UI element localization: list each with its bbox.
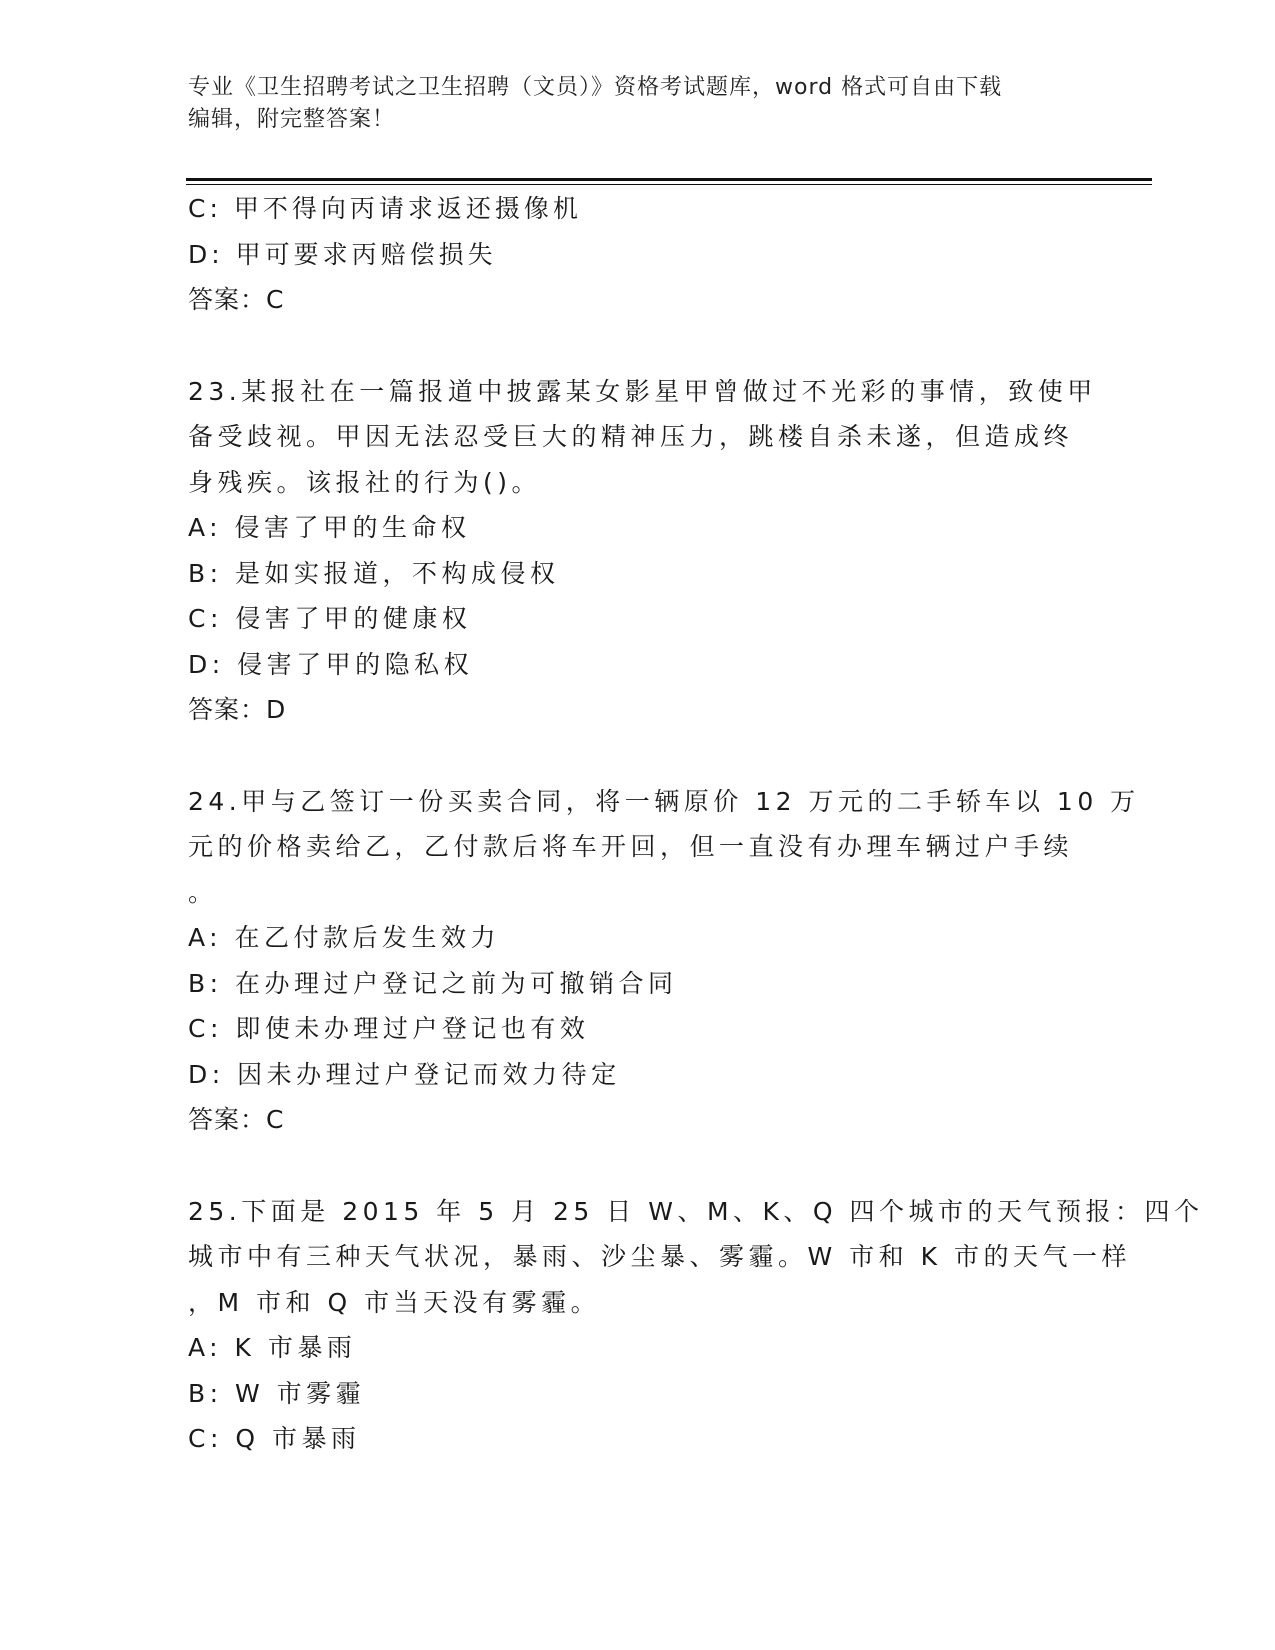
option-a: A: 在乙付款后发生效力: [188, 923, 501, 952]
question-24: [188, 779, 1140, 1143]
question-text-line: 23.某报社在一篇报道中披露某女影星甲曾做过不光彩的事情，致使甲: [188, 376, 1097, 406]
spacer: [188, 323, 1088, 369]
option-b: B: W 市雾霾: [188, 1378, 366, 1408]
question-text-line: 元的价格卖给乙，乙付款后将车开回，但一直没有办理车辆过户手续: [188, 832, 1074, 861]
header-divider-thin: [186, 184, 1152, 185]
header-divider-thick: [186, 178, 1152, 181]
option-d: D: 因未办理过户登记而效力待定: [188, 1059, 621, 1089]
question-text-line: 备受歧视。甲因无法忍受巨大的精神压力，跳楼自杀未遂，但造成终: [188, 422, 1074, 451]
question-text-line: 身残疾。该报社的行为()。: [188, 467, 542, 497]
option-c: C: Q 市暴雨: [188, 1424, 361, 1453]
option-d: D: 侵害了甲的隐私权: [188, 649, 474, 679]
option-a: A: 侵害了甲的生命权: [188, 513, 471, 542]
option-b: B: 在办理过户登记之前为可撤销合同: [188, 968, 678, 998]
option-a: A: K 市暴雨: [188, 1333, 357, 1362]
option-d: D: 甲可要求丙赔偿损失: [188, 239, 497, 269]
question-text-line: ，M 市和 Q 市当天没有雾霾。: [188, 1287, 601, 1317]
question-content: [188, 186, 1204, 1462]
answer-line: 答案：C: [188, 285, 285, 314]
option-c: C: 即使未办理过户登记也有效: [188, 1014, 590, 1043]
option-b: B: 是如实报道，不构成侵权: [188, 558, 560, 588]
option-c: C: 甲不得向丙请求返还摄像机: [188, 194, 582, 223]
spacer: [188, 733, 1088, 779]
question-25: [188, 1189, 1204, 1462]
question-23: [188, 369, 1097, 733]
option-c: C: 侵害了甲的健康权: [188, 604, 472, 633]
question-text-line: 24.甲与乙签订一份买卖合同，将一辆原价 12 万元的二手轿车以 10 万: [188, 786, 1140, 816]
question-text-line: 25.下面是 2015 年 5 月 25 日 W、M、K、Q 四个城市的天气预报：四个: [188, 1196, 1204, 1226]
header-line-2: 编辑，附完整答案！: [188, 107, 396, 132]
question-text-line: 城市中有三种天气状况，暴雨、沙尘暴、雾霾。W 市和 K 市的天气一样: [188, 1242, 1131, 1271]
spacer: [188, 1143, 1088, 1189]
answer-line: 答案：C: [188, 1105, 285, 1134]
header-line-1: 专业《卫生招聘考试之卫生招聘（文员）》资格考试题库，word 格式可自由下载: [188, 75, 1003, 100]
question-text-line: 。: [188, 877, 218, 907]
answer-line: 答案：D: [188, 695, 287, 724]
prev-question-tail: [188, 186, 1088, 323]
document-header: [188, 72, 1088, 136]
